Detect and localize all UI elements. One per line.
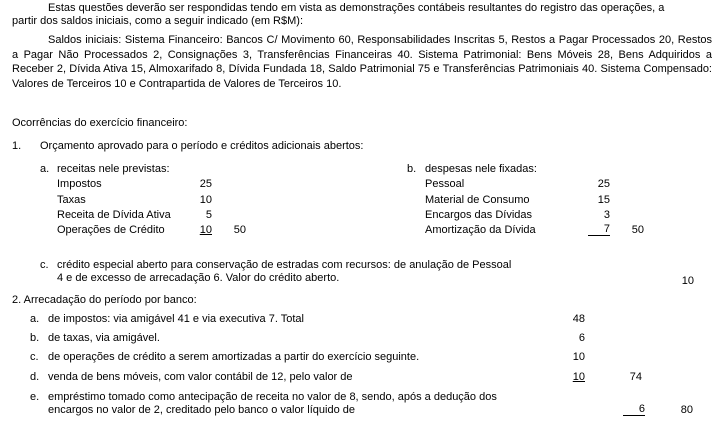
item1-text: Orçamento aprovado para o período e créditos adicionais abertos: — [40, 140, 364, 152]
item1-b-text: despesas nele fixadas: — [425, 163, 537, 175]
item2-row-value: 48 — [572, 313, 585, 325]
item2-row-text: de operações de crédito a serem amortizadas a partir do exercício seguinte. — [48, 351, 420, 363]
item2-text: 2. Arrecadação do período por banco: — [12, 294, 197, 306]
item2-e-line-1: empréstimo tomado como antecipação de receita no valor de 8, sendo, após a dedução dos — [48, 391, 497, 403]
item1-c-label: c. — [40, 259, 49, 271]
item2-row-total: 74 — [629, 371, 642, 383]
item1-a-label: a. — [40, 163, 50, 175]
item2-e-total: 80 — [680, 404, 693, 416]
item1-c-value: 10 — [681, 275, 694, 287]
item2-e-line-2: encargos no valor de 2, creditado pelo banco o valor líquido de — [48, 404, 355, 416]
receita-name: Receita de Dívida Ativa — [57, 209, 171, 221]
despesa-name: Amortização da Dívida — [425, 224, 536, 236]
receitas-total: 50 — [233, 224, 246, 236]
despesa-value: 15 — [597, 194, 610, 206]
item2-row-text: de impostos: via amigável 41 e via executiva 7. Total — [48, 313, 304, 325]
despesa-value: 25 — [597, 178, 610, 190]
item2-row-value: 10 — [572, 371, 585, 383]
item1-c-line-2: 4 e de excesso de arrecadação 6. Valor do crédito aberto. — [57, 272, 340, 284]
item1-a-text: receitas nele previstas: — [57, 163, 170, 175]
intro-line-1: Estas questões deverão ser respondidas tendo em vista as demonstrações contábeis resultantes do registro das operações, a — [48, 2, 665, 14]
item2-row-label: d. — [30, 371, 40, 383]
receita-name: Taxas — [57, 194, 86, 206]
ocorrencias-title: Ocorrências do exercício financeiro: — [12, 117, 188, 129]
despesas-total: 50 — [631, 224, 644, 236]
item1-number: 1. — [12, 140, 22, 152]
despesa-name: Encargos das Dívidas — [425, 209, 532, 221]
despesa-name: Pessoal — [425, 178, 465, 190]
receita-name: Impostos — [57, 178, 102, 190]
item2-row-label: c. — [30, 351, 39, 363]
saldos-iniciais: Saldos iniciais: Sistema Financeiro: Bancos C/ Movimento 60, Responsabilidades Inscritas 5, Restos a Pagar Processados 20, Restos a Pagar Não Processados 2, Consignações 3, Transferências Financeiras 40. Sistema Patrimonial: Bens Móveis 28, Bens Adquiridos a Receber 2, Dívida Ativa 15, Almoxarifado 8, Dívida Fundada 18, Saldo Patrimonial 75 e Transferências Patrimoniais 40. Sistema Compensado: Valores de Terceiros 10 e Contrapartida de Valores de Terceiros 10. — [12, 34, 712, 90]
intro-line-2: partir dos saldos iniciais, como a seguir indicado (em R$M): — [12, 15, 304, 27]
item2-row-value: 6 — [578, 332, 585, 344]
despesa-name: Material de Consumo — [425, 194, 530, 206]
item2-row-label: b. — [30, 332, 40, 344]
receita-name: Operações de Crédito — [57, 224, 165, 236]
item2-row-text: venda de bens móveis, com valor contábil de 12, pelo valor de — [48, 371, 353, 383]
receita-value: 25 — [199, 178, 212, 190]
item2-e-label: e. — [30, 391, 40, 403]
item2-row-value: 10 — [572, 351, 585, 363]
receita-value: 10 — [199, 224, 212, 236]
receita-value: 10 — [199, 194, 212, 206]
item1-c-line-1: crédito especial aberto para conservação de estradas com recursos: de anulação de Pessoal — [57, 259, 512, 271]
item1-b-label: b. — [407, 163, 417, 175]
receita-value: 5 — [205, 209, 212, 221]
despesa-value: 3 — [603, 209, 610, 221]
despesa-value: 7 — [588, 224, 610, 236]
item2-e-value: 6 — [623, 404, 645, 416]
item2-row-label: a. — [30, 313, 40, 325]
item2-row-text: de taxas, via amigável. — [48, 332, 160, 344]
